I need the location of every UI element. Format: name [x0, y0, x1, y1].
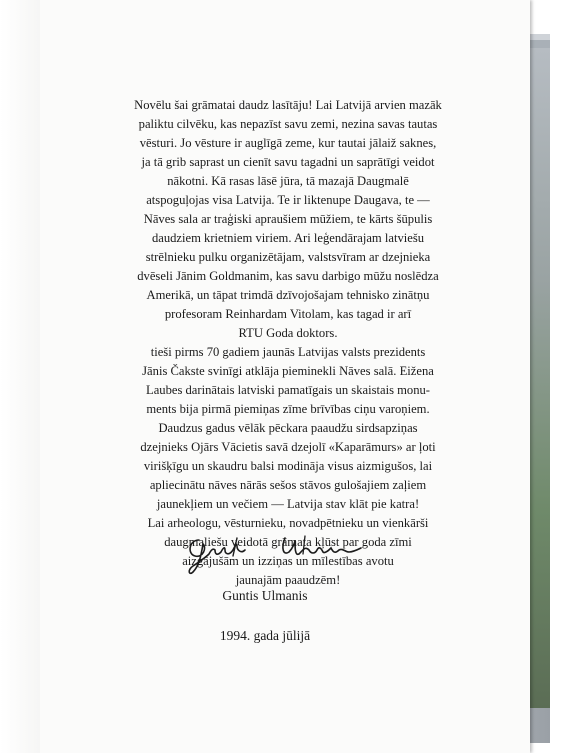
text-line: virišķīgu un skaudru balsi modināja visus aizmigušos, lai [143, 459, 433, 473]
text-line: Novēlu šai grāmatai daudz lasītāju! Lai Latvijā arvien mazāk [134, 98, 442, 112]
text-line: Laubes darinātais latviski pamatīgais un skaistais monu- [146, 383, 430, 397]
text-line: vēsturi. Jo vēsture ir auglīgā zeme, kur tautai jālaiž saknes, [139, 136, 437, 150]
text-line: atspoguļojas visa Latvija. Te ir liktenupe Daugava, te — [146, 193, 430, 207]
text-line: daudziem krietniem viriem. Ari leģendārajam latviešu [151, 231, 425, 245]
text-line: dvēseli Jānim Goldmanim, kas savu darbigo mūžu noslēdza [137, 269, 439, 283]
text-line: Daudzus gadus vēlāk pēckara paaudžu sirdsapziņas [158, 421, 418, 435]
handwritten-signature [185, 526, 375, 578]
text-line: paliktu cilvēku, kas nepazīst savu zemi, nezina savas tautas [138, 117, 438, 131]
foreword-text [118, 96, 458, 590]
text-line: RTU Goda doktors. [238, 326, 338, 340]
text-line: jaunekļiem un večiem — Latvija stav klāt pie katra! [156, 497, 420, 511]
text-line: Amerikā, un tāpat trimdā dzīvojošajam tehnisko zinātņu [146, 288, 430, 302]
text-line: aizgājušām un izziņas un mīlestības avotu [182, 554, 394, 568]
text-line: ments bija pirmā piemiņas zīme brīvības ciņu varoņiem. [146, 402, 430, 416]
text-line: dzejnieks Ojārs Vācietis savā dzejolī «Kaparāmurs» ar ļoti [140, 440, 436, 454]
foreword-date: 1994. gada jūlijā [219, 628, 311, 643]
text-line: tieši pirms 70 gadiem jaunās Latvijas valsts prezidents [150, 345, 426, 359]
text-line: profesoram Reinhardam Vitolam, kas tagad ir arī [164, 307, 412, 321]
text-line: nākotni. Kā rasas lāsē jūra, tā mazajā Daugmalē [167, 174, 409, 188]
text-line: Lai arheologu, vēsturnieku, novadpētnieku un vienkārši [147, 516, 429, 530]
text-line: Jānis Čakste svinīgi atklāja pieminekli Nāves salā. Eižena [142, 364, 434, 378]
author-name: Guntis Ulmanis [222, 588, 308, 603]
cover-image-edge [530, 48, 550, 708]
text-line: strēlnieku pulku organizētājam, valstsvīram ar dzejnieka [145, 250, 431, 264]
text-line: daugmaliešu veidotā grāmata kļūst par goda zīmi [164, 535, 412, 549]
text-line: jaunajām paaudzēm! [235, 573, 341, 587]
text-line: ja tā grib saprast un cienīt savu tagadni un saprātīgi veidot [141, 155, 435, 169]
text-line: apliecinātu nāves nārās sešos stāvos gulošajiem zaļiem [149, 478, 427, 492]
text-line: Nāves sala ar traģiski apraušiem mūžiem, te kārts šūpulis [143, 212, 433, 226]
